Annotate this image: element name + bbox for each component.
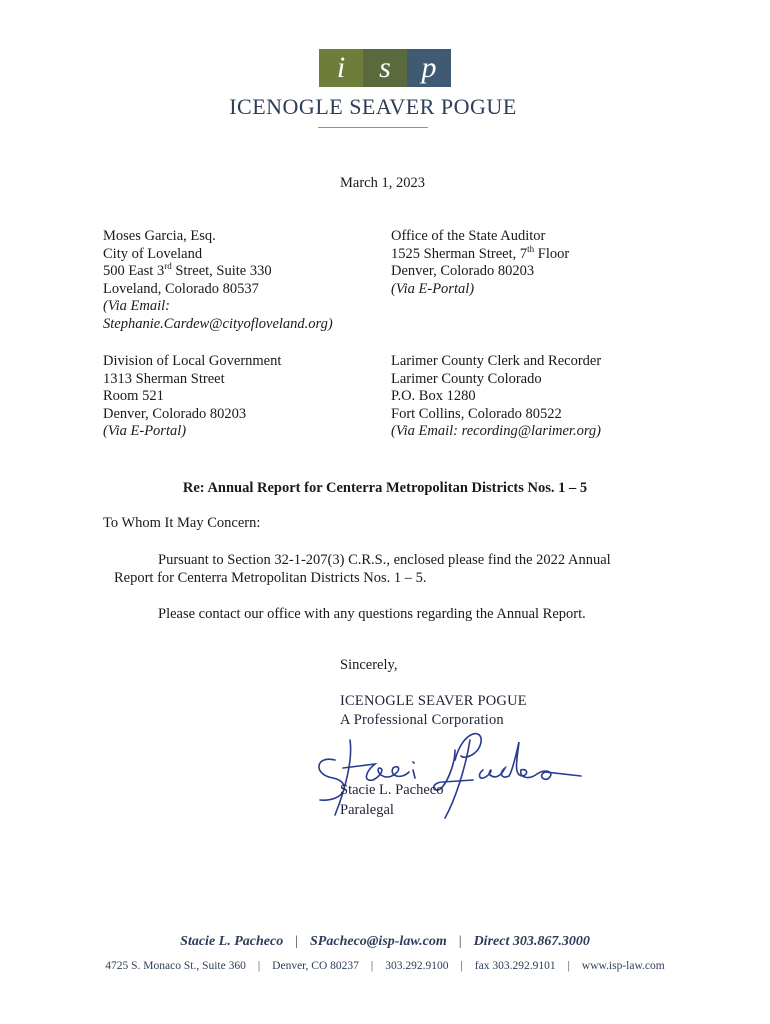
footer-email: SPacheco@isp-law.com bbox=[310, 934, 447, 949]
footer-separator: | bbox=[257, 960, 261, 972]
footer-fax: fax 303.292.9101 bbox=[474, 960, 556, 972]
recipient-po-box: P.O. Box 1280 bbox=[391, 388, 476, 405]
footer-separator: | bbox=[458, 934, 462, 949]
recipient-street: 1525 Sherman Street, 7th Floor bbox=[391, 243, 570, 262]
footer-web: www.isp-law.com bbox=[581, 960, 665, 972]
footer-phone: 303.292.9100 bbox=[385, 960, 449, 972]
footer-separator: | bbox=[295, 934, 299, 949]
signer-title: Paralegal bbox=[340, 801, 394, 818]
footer-separator: | bbox=[370, 960, 374, 972]
body-paragraph-1-line-2: Report for Centerra Metropolitan Districts Nos. 1 – 5. bbox=[114, 570, 427, 586]
recipient-city-of-loveland bbox=[103, 228, 333, 334]
recipient-city: Denver, Colorado 80203 bbox=[103, 405, 247, 422]
footer-address: 4725 S. Monaco St., Suite 360 bbox=[105, 960, 246, 972]
recipient-room: Room 521 bbox=[103, 388, 164, 405]
subject-line: Re: Annual Report for Centerra Metropolitan Districts Nos. 1 – 5 bbox=[182, 480, 588, 496]
recipient-via: (Via Email: recording@larimer.org) bbox=[391, 423, 602, 440]
recipient-org: Larimer County Clerk and Recorder bbox=[391, 353, 602, 369]
recipient-local-government bbox=[103, 353, 281, 441]
recipient-name: Moses Garcia, Esq. bbox=[103, 228, 216, 244]
recipient-org: Division of Local Government bbox=[103, 353, 282, 369]
recipient-larimer-county bbox=[391, 353, 601, 441]
footer-city: Denver, CO 80237 bbox=[272, 960, 359, 972]
recipient-county: Larimer County Colorado bbox=[391, 370, 542, 387]
letterhead-firm-name: ICENOGLE SEAVER POGUE bbox=[229, 94, 517, 119]
letter-date: March 1, 2023 bbox=[340, 175, 425, 191]
footer-direct: Direct 303.867.3000 bbox=[473, 934, 590, 949]
closing: Sincerely, bbox=[340, 657, 398, 673]
footer-separator: | bbox=[567, 960, 570, 972]
signer-block bbox=[340, 781, 443, 820]
recipient-city: Loveland, Colorado 80537 bbox=[103, 280, 259, 297]
recipient-city: Denver, Colorado 80203 bbox=[391, 263, 535, 280]
recipient-org: City of Loveland bbox=[103, 245, 203, 262]
logo-tile-i: i bbox=[319, 49, 363, 87]
footer-separator: | bbox=[460, 960, 463, 972]
recipient-city: Fort Collins, Colorado 80522 bbox=[391, 405, 562, 422]
recipient-via: (Via Email: bbox=[103, 298, 170, 315]
footer-name: Stacie L. Pacheco bbox=[180, 934, 284, 949]
body-paragraph-1-line-1: Pursuant to Section 32-1-207(3) C.R.S., enclosed please find the 2022 Annual bbox=[158, 552, 611, 568]
signature-firm-name: ICENOGLE SEAVER POGUE bbox=[340, 693, 527, 709]
signer-name: Stacie L. Pacheco bbox=[340, 782, 444, 798]
footer-contact-line bbox=[0, 934, 770, 950]
recipient-email: Stephanie.Cardew@cityofloveland.org) bbox=[103, 315, 333, 332]
footer-address-line bbox=[0, 960, 770, 972]
letterhead-divider bbox=[318, 127, 428, 128]
recipient-street: 500 East 3rd Street, Suite 330 bbox=[103, 261, 272, 280]
body-paragraph-2: Please contact our office with any questions regarding the Annual Report. bbox=[158, 606, 586, 622]
logo-tile-s: s bbox=[363, 49, 407, 87]
recipient-via: (Via E-Portal) bbox=[103, 423, 187, 440]
recipient-street: 1313 Sherman Street bbox=[103, 370, 225, 387]
recipient-org: Office of the State Auditor bbox=[391, 228, 546, 244]
recipient-state-auditor bbox=[391, 228, 569, 298]
logo-tile-p: p bbox=[407, 49, 451, 87]
recipient-via: (Via E-Portal) bbox=[391, 280, 475, 297]
salutation: To Whom It May Concern: bbox=[103, 515, 261, 531]
firm-logo bbox=[319, 49, 451, 87]
signature-firm-type: A Professional Corporation bbox=[340, 712, 504, 728]
